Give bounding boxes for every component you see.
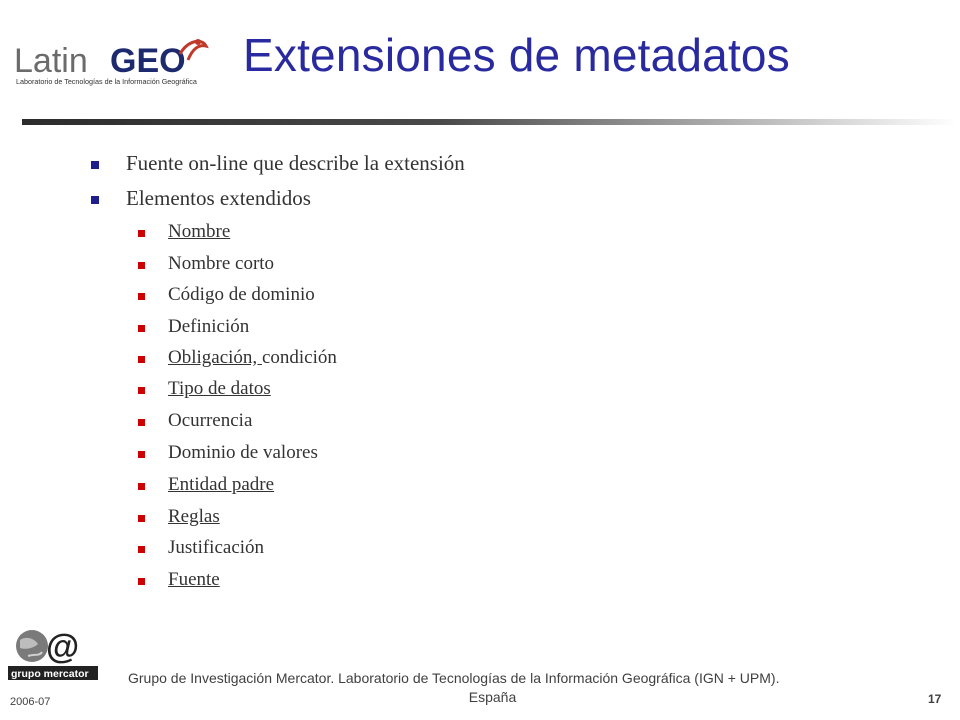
logo-dot xyxy=(195,39,201,45)
subitem-nombre-corto: Nombre corto xyxy=(168,253,275,274)
subitem-entidad-padre[interactable] xyxy=(168,474,274,496)
logo-subtitle: Laboratorio de Tecnologías de la Información Geográfica xyxy=(16,77,197,86)
subitem-nombre[interactable] xyxy=(168,221,230,243)
text-condicion: condición xyxy=(261,347,337,368)
subitem-ocurrencia: Ocurrencia xyxy=(168,410,253,431)
subitem-reglas[interactable] xyxy=(168,506,220,528)
footer-date: 2006-07 xyxy=(10,696,51,708)
footer-text: Grupo de Investigación Mercator. Laboratorio de Tecnologías de la Información Geográfica (IGN + UPM). xyxy=(128,670,780,686)
link-nombre[interactable]: Nombre xyxy=(168,221,231,242)
subitem-definicion: Definición xyxy=(168,316,250,337)
grupo-mercator-logo xyxy=(8,626,98,684)
logo-bottom-text: grupo mercator xyxy=(11,668,89,680)
link-fuente[interactable]: Fuente xyxy=(168,569,220,590)
subitem-fuente[interactable] xyxy=(168,569,220,591)
at-icon: @ xyxy=(46,628,80,666)
link-obligacion[interactable]: Obligación, xyxy=(168,347,262,368)
subitem-dominio-valores: Dominio de valores xyxy=(168,442,318,463)
bullet-online-source: Fuente on-line que describe la extensión xyxy=(126,151,465,175)
subitem-obligacion[interactable] xyxy=(168,347,337,369)
link-tipo-datos[interactable]: Tipo de datos xyxy=(168,378,271,399)
link-reglas[interactable]: Reglas xyxy=(168,506,220,527)
slide-title: Extensiones de metadatos xyxy=(243,29,790,81)
logo-text-latin: Latin xyxy=(14,42,88,80)
footer-country: España xyxy=(468,689,517,705)
link-entidad-padre[interactable]: Entidad padre xyxy=(168,474,275,495)
subitem-justificacion: Justificación xyxy=(168,537,265,558)
subitem-tipo-datos[interactable] xyxy=(168,378,271,400)
bullet-extended-elements: Elementos extendidos xyxy=(126,186,311,210)
logo-text-geo: GEO xyxy=(110,42,186,80)
title-divider xyxy=(22,119,957,125)
subitem-codigo-dominio: Código de dominio xyxy=(168,284,315,305)
latingeo-logo xyxy=(12,34,212,94)
page-number: 17 xyxy=(928,692,942,706)
